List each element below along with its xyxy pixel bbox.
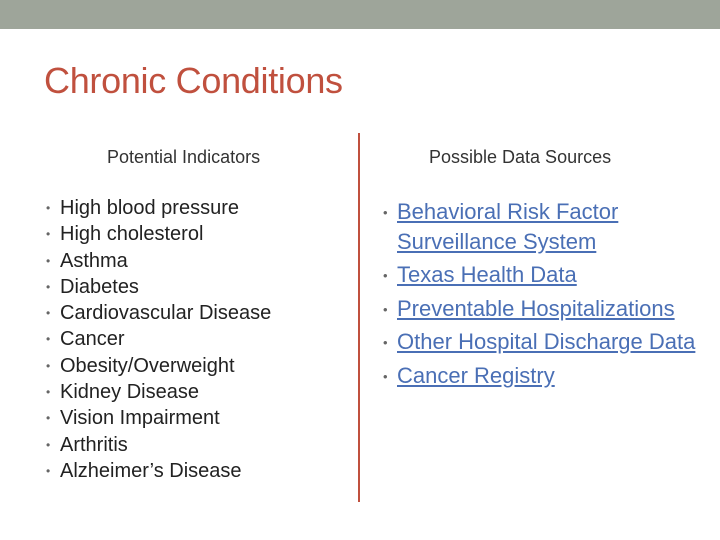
data-source-item xyxy=(383,260,703,290)
data-source-link-hospital-discharge[interactable]: Other Hospital Discharge Data xyxy=(397,329,696,354)
indicator-label: Vision Impairment xyxy=(60,407,220,430)
bullet-icon: • xyxy=(383,301,388,317)
bullet-icon: • xyxy=(46,227,51,242)
bullet-icon: • xyxy=(46,463,51,478)
left-column-heading: Potential Indicators xyxy=(107,147,261,167)
data-source-list xyxy=(383,197,703,394)
bullet-icon: • xyxy=(46,437,51,452)
indicator-item xyxy=(46,274,271,300)
data-source-item xyxy=(383,197,703,256)
bullet-icon: • xyxy=(46,358,51,373)
top-banner xyxy=(0,0,720,29)
indicator-item xyxy=(46,458,271,484)
slide-title: Chronic Conditions xyxy=(44,60,343,101)
indicator-item xyxy=(46,379,271,405)
indicator-label: High blood pressure xyxy=(60,197,239,219)
indicator-label: High cholesterol xyxy=(60,223,204,246)
bullet-icon: • xyxy=(46,332,51,347)
bullet-icon: • xyxy=(383,368,388,384)
indicator-item xyxy=(46,300,271,326)
indicator-label: Obesity/Overweight xyxy=(60,354,235,377)
indicator-label: Diabetes xyxy=(60,275,139,298)
indicator-label: Arthritis xyxy=(60,433,128,456)
data-source-item xyxy=(383,361,703,391)
data-source-link-preventable-hospitalizations[interactable]: Preventable Hospitalizations xyxy=(397,295,675,321)
bullet-icon: • xyxy=(383,268,388,283)
data-source-link-texas-health-data[interactable]: Texas Health Data xyxy=(397,262,577,287)
bullet-icon: • xyxy=(46,201,51,215)
indicator-label: Cancer xyxy=(60,328,125,351)
indicator-label: Asthma xyxy=(60,249,128,272)
bullet-icon: • xyxy=(46,306,51,321)
indicator-item xyxy=(46,248,271,274)
bullet-icon: • xyxy=(46,279,51,294)
indicator-item xyxy=(46,195,271,221)
data-source-link-brfss[interactable]: Behavioral Risk Factor Surveillance System xyxy=(397,199,619,254)
column-divider xyxy=(358,133,360,502)
data-source-item xyxy=(383,327,703,357)
indicator-list xyxy=(46,195,271,484)
bullet-icon: • xyxy=(46,385,51,400)
indicator-item xyxy=(46,326,271,352)
indicator-item xyxy=(46,353,271,379)
indicator-item xyxy=(46,405,271,431)
bullet-icon: • xyxy=(383,205,388,220)
indicator-label: Alzheimer’s Disease xyxy=(60,459,242,482)
indicator-item xyxy=(46,221,271,247)
bullet-icon: • xyxy=(383,335,388,350)
data-source-link-cancer-registry[interactable]: Cancer Registry xyxy=(397,362,555,388)
right-column-heading: Possible Data Sources xyxy=(429,147,612,167)
indicator-label: Kidney Disease xyxy=(60,381,199,404)
indicator-label: Cardiovascular Disease xyxy=(60,302,272,325)
data-source-item xyxy=(383,294,703,324)
indicator-item xyxy=(46,432,271,458)
bullet-icon: • xyxy=(46,253,51,268)
bullet-icon: • xyxy=(46,411,51,426)
